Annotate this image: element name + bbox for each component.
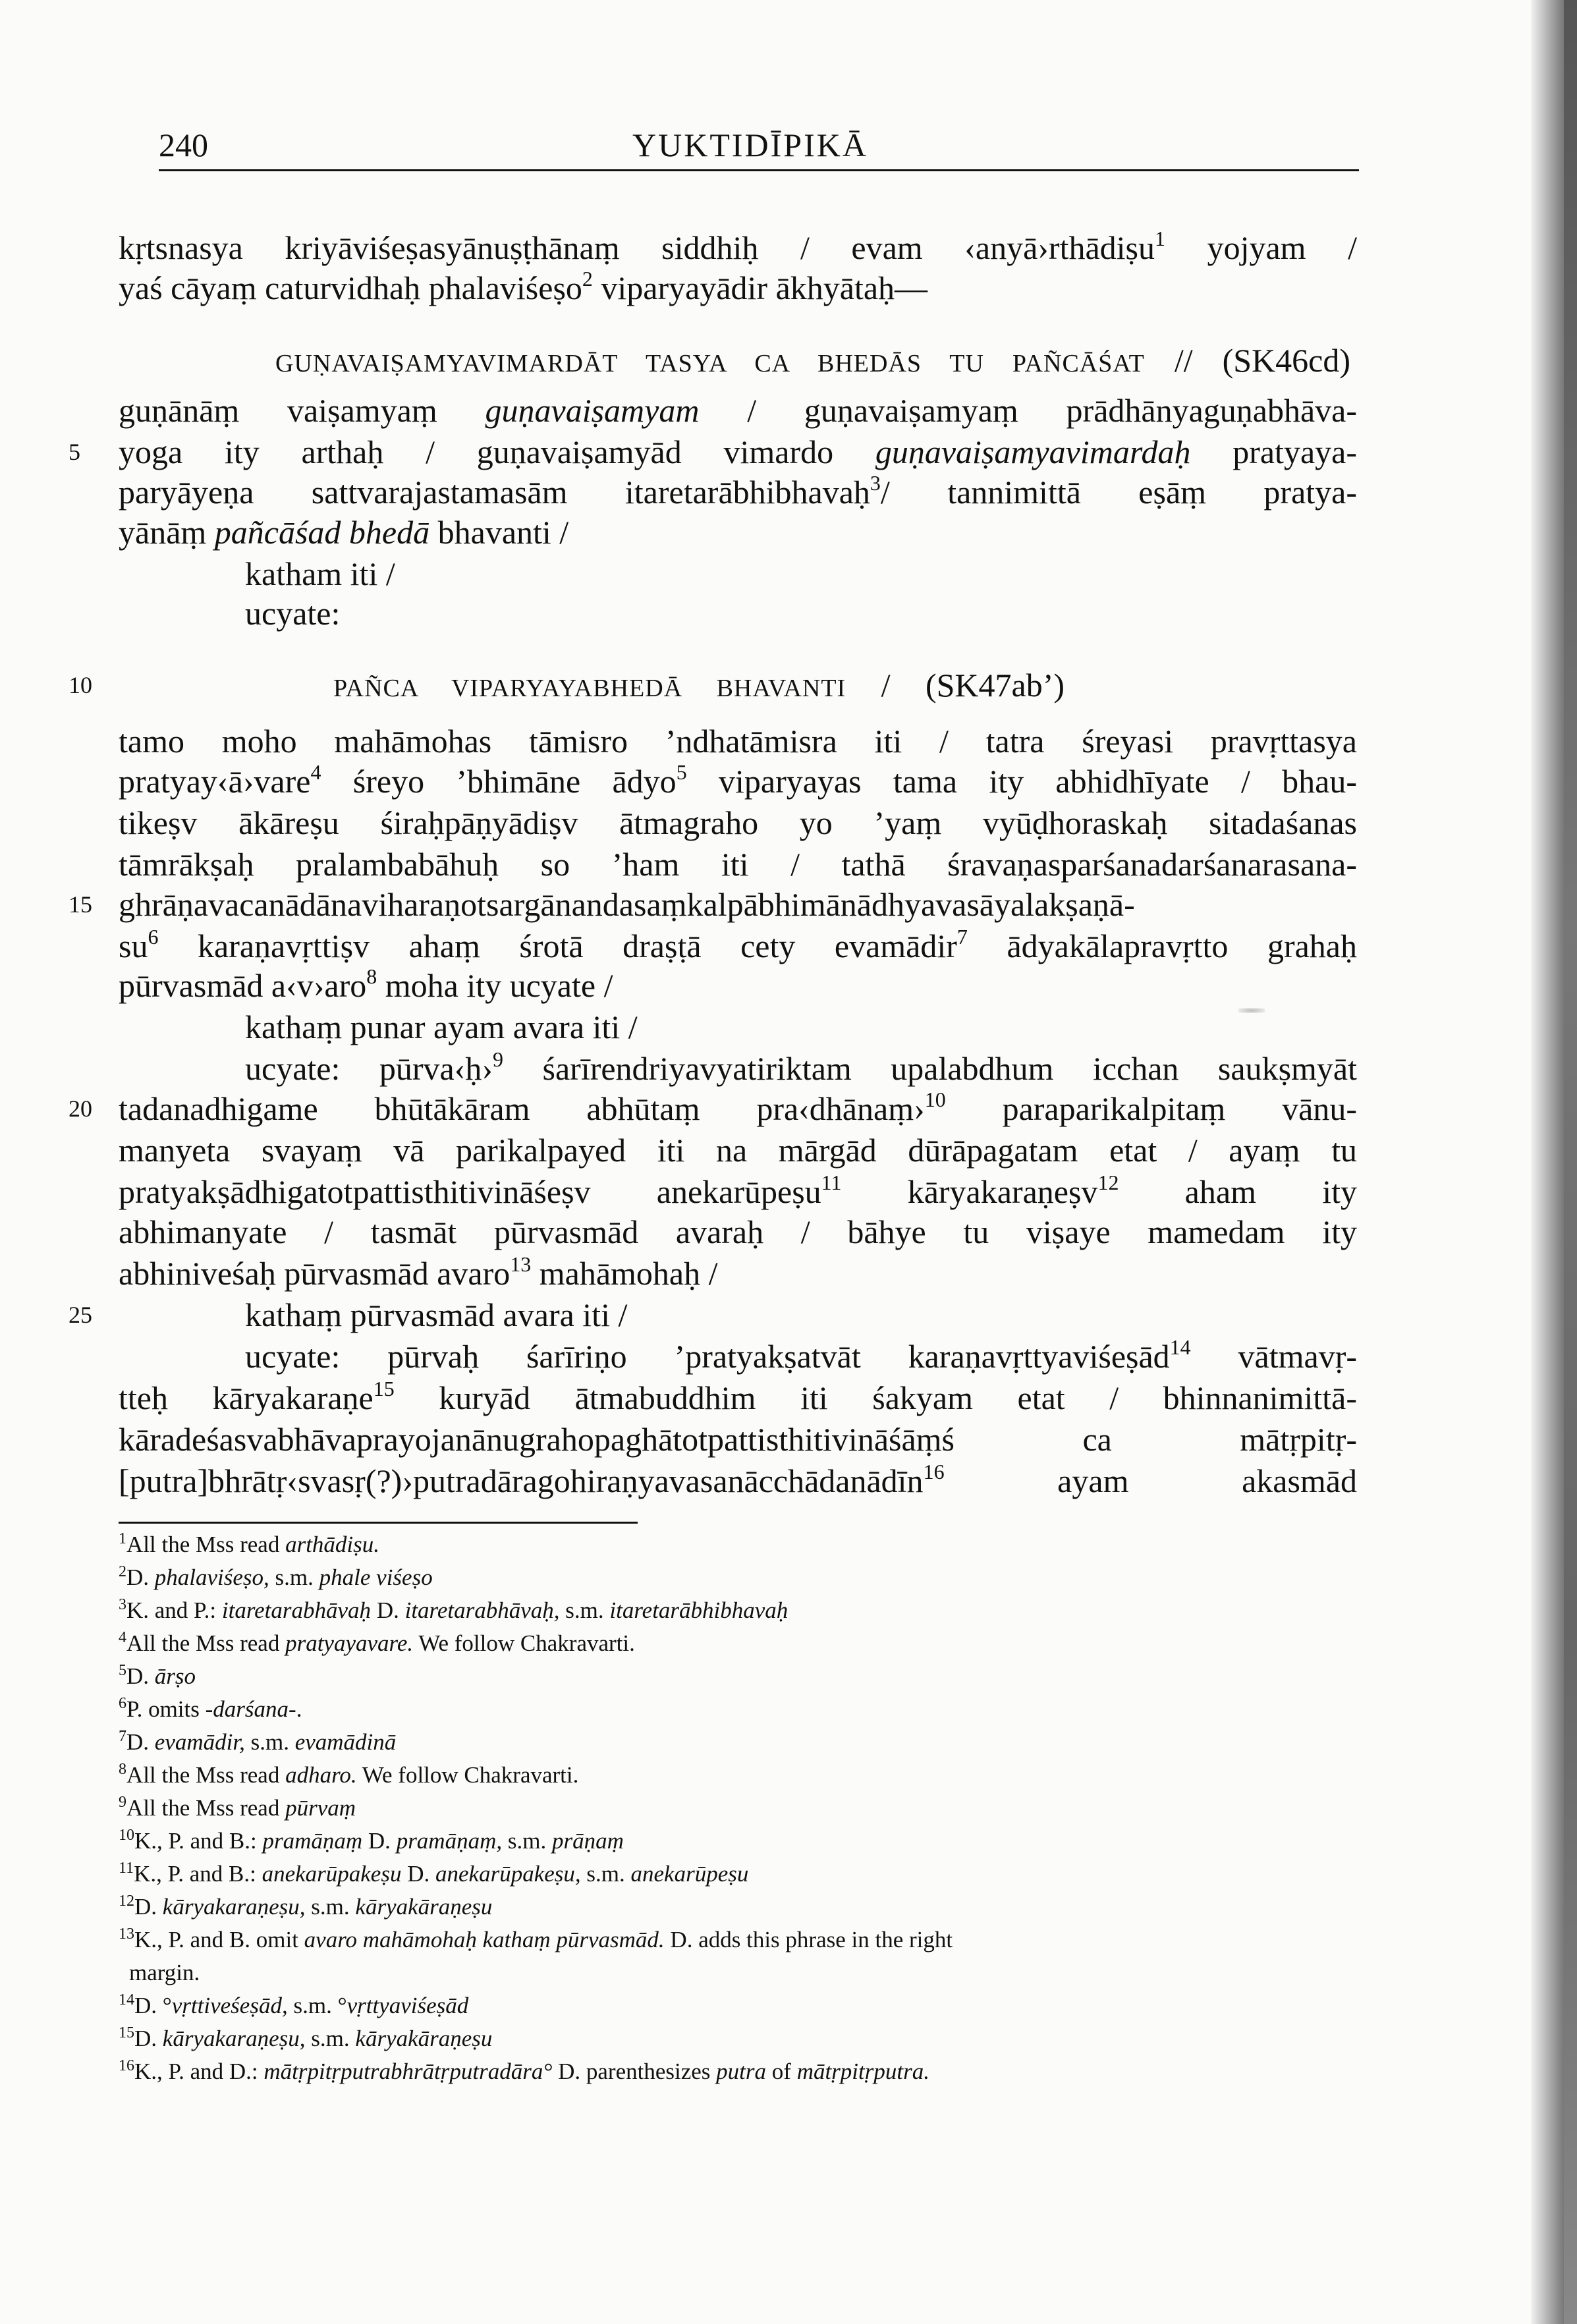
text-segment: s.m. (305, 2026, 356, 2051)
footnote (119, 1594, 1357, 1627)
footnote (119, 2055, 1357, 2088)
line-number: 5 (69, 439, 80, 465)
line-number: 25 (69, 1302, 92, 1328)
text-segment: ucyate: pūrvaḥ śarīriṇo ’pratyakṣatvāt karaṇavṛttyaviśeṣād (245, 1338, 1170, 1375)
text-segment: yānāṃ (119, 514, 215, 551)
body-line (119, 512, 1357, 553)
footnote (119, 1792, 1357, 1825)
line-number: 10 (69, 672, 92, 698)
text-segment: yojyam / (1165, 229, 1357, 266)
footnote-ref: 14 (1169, 1335, 1191, 1359)
footnote-ref: 11 (119, 1860, 134, 1877)
text-segment: P. omits (126, 1696, 206, 1722)
text-segment: // (SK46cd) (1144, 342, 1350, 379)
text-segment: of (766, 2059, 797, 2084)
text-segment: K. and P.: (126, 1597, 222, 1623)
text-segment: aham ity (1119, 1173, 1357, 1210)
italic-text: putra (716, 2059, 767, 2084)
text-segment: kāryakaraṇeṣv (841, 1173, 1098, 1210)
italic-text: phalaviśeṣo, (154, 1564, 269, 1590)
text-segment: tāmrākṣaḥ pralambabāhuḥ so ’ham iti / tathā śravaṇasparśanadarśanarasana- (119, 846, 1357, 883)
footnote (119, 1923, 1357, 1956)
footnote-rule (119, 1522, 638, 1524)
footnote-ref: 6 (119, 1695, 126, 1712)
italic-text: adharo. (285, 1762, 357, 1788)
text-segment: yoga ity arthaḥ / guṇavaiṣamyād vimardo (119, 433, 875, 470)
text-segment: manyeta svayaṃ vā parikalpayed iti na mārgād dūrāpagatam etat / ayaṃ tu (119, 1132, 1357, 1169)
footnote-ref: 15 (119, 2024, 134, 2041)
body-line (245, 553, 1357, 594)
italic-text: pratyayavare. (285, 1630, 414, 1656)
text-segment: kathaṃ pūrvasmād avara iti / (245, 1296, 628, 1333)
body-line (119, 1377, 1357, 1418)
body-line (245, 1007, 1357, 1047)
footnote (119, 2022, 1357, 2055)
text-segment: viparyayādir ākhyātaḥ— (592, 269, 928, 306)
text-segment: D. (401, 1861, 435, 1887)
italic-text: anekarūpakeṣu, (435, 1861, 581, 1887)
italic-text: kāryakaraṇeṣu, (162, 2026, 306, 2051)
footnote-continuation (129, 1956, 1368, 1989)
text-segment: D. (362, 1828, 397, 1854)
text-segment: s.m. (502, 1828, 552, 1854)
italic-text: itaretarabhāvaḥ (221, 1597, 372, 1623)
text-segment: abhimanyate / tasmāt pūrvasmād avaraḥ / bāhye tu viṣaye mamedam ity (119, 1213, 1357, 1250)
text-segment: We follow Chakravarti. (413, 1630, 635, 1656)
footnote-ref: 12 (119, 1893, 134, 1910)
body-line (119, 926, 1357, 966)
body-line (119, 431, 1357, 472)
footnote-ref: 7 (956, 925, 968, 949)
footnote (119, 1891, 1357, 1923)
footnote-ref: 12 (1097, 1171, 1119, 1194)
text-segment: bhavanti / (429, 514, 569, 551)
italic-text: kāryakāraṇeṣu (355, 2026, 493, 2051)
footnote (119, 1627, 1357, 1660)
body-line (119, 1460, 1357, 1501)
footnote-ref: 15 (373, 1377, 395, 1400)
text-segment: / (SK47ab’) (846, 667, 1065, 704)
italic-text: pūrvaṃ (285, 1795, 356, 1821)
text-segment: śreyo ’bhimāne ādyo (321, 763, 677, 800)
italic-text: vṛttiveśeṣād, (171, 1993, 288, 2018)
text-segment: tteḥ kāryakaraṇe (119, 1379, 374, 1416)
text-segment: mahāmohaḥ / (531, 1255, 718, 1292)
text-segment: kathaṃ punar ayam avara iti / (245, 1009, 638, 1045)
small-caps-text: GUṆAVAIṢAMYAVIMARDĀT TASYA CA BHEDĀS TU PAÑCĀŚAT (275, 350, 1145, 377)
verse-heading (333, 665, 1065, 706)
text-segment: kuryād ātmabuddhim iti śakyam etat / bhinnanimittā- (394, 1379, 1357, 1416)
body-line (119, 721, 1357, 761)
text-segment: tikeṣv ākāreṣu śiraḥpāṇyādiṣv ātmagraho yo ’yaṃ vyūḍhoraskaḥ sitadaśanas (119, 804, 1357, 841)
text-segment: śarīrendriyavyatiriktam upalabdhum icchan saukṣmyāt (503, 1050, 1357, 1087)
italic-text: guṇavaiṣamyavimardaḥ (875, 433, 1191, 470)
text-segment: viparyayas tama ity abhidhīyate / bhau- (686, 763, 1358, 800)
body-line (119, 844, 1357, 885)
text-segment: paraparikalpitaṃ vānu- (945, 1090, 1357, 1127)
italic-text: anekarūpeṣu (630, 1861, 749, 1887)
italic-text: itaretarābhibhavaḥ (609, 1597, 788, 1623)
text-segment: We follow Chakravarti. (356, 1762, 579, 1788)
italic-text: guṇavaiṣamyam (485, 392, 700, 429)
italic-text: pañcāśad bhedā (214, 514, 430, 551)
verse-heading (275, 340, 1350, 381)
footnote-ref: 9 (119, 1794, 126, 1811)
text-segment: guṇānāṃ vaiṣamyaṃ (119, 392, 485, 429)
text-segment: ucyate: (245, 595, 341, 632)
italic-text: avaro mahāmohaḥ kathaṃ pūrvasmād. (304, 1927, 665, 1952)
text-segment: paryāyeṇa sattvarajastamasām itaretarābhibhavaḥ (119, 474, 870, 511)
body-line (119, 1419, 1357, 1460)
footnote-ref: 10 (924, 1088, 946, 1111)
text-segment: s.m. (305, 1894, 356, 1920)
text-segment: kāradeśasvabhāvaprayojanānugrahopaghātotpattisthitivināśāṃś ca mātṛpitṛ- (119, 1421, 1357, 1458)
small-caps-text: PAÑCA VIPARYAYABHEDĀ BHAVANTI (333, 675, 846, 702)
footnote-ref: 4 (310, 760, 321, 784)
text-segment: K., P. and B.: (134, 1861, 262, 1887)
footnote-ref: 3 (119, 1596, 126, 1613)
text-segment: K., P. and B. omit (134, 1927, 304, 1952)
footnote-ref: 3 (870, 471, 881, 495)
text-segment: D. parenthesizes (552, 2059, 717, 2084)
footnote (119, 1693, 1357, 1726)
footnote-ref: 5 (676, 760, 687, 784)
italic-text: itaretarabhāvaḥ, (404, 1597, 560, 1623)
text-segment: s.m. (559, 1597, 610, 1623)
footnote-ref: 1 (1155, 227, 1166, 250)
body-line (119, 965, 1357, 1006)
footnote-ref: 4 (119, 1629, 126, 1646)
italic-text: evamādinā (294, 1729, 397, 1755)
text-segment: D. (126, 1729, 155, 1755)
footnote-ref: 1 (119, 1530, 126, 1547)
text-segment: ādyakālapravṛtto grahaḥ (967, 927, 1357, 964)
italic-text: phale viśeṣo (319, 1564, 433, 1590)
text-segment: kṛtsnasya kriyāviśeṣasyānuṣṭhānaṃ siddhiḥ / evam ‹anyā›rthādiṣu (119, 229, 1155, 266)
body-line (119, 802, 1357, 843)
body-line (119, 884, 1357, 925)
line-number: 20 (69, 1095, 92, 1122)
text-segment: vātmavṛ- (1190, 1338, 1358, 1375)
footnote-ref: 7 (119, 1728, 126, 1745)
footnote (119, 1660, 1357, 1693)
footnote-ref: 11 (821, 1171, 842, 1194)
body-line (119, 1088, 1357, 1129)
footnote-ref: 8 (366, 964, 377, 988)
italic-text: -darśana- (205, 1696, 296, 1722)
footnote-ref: 6 (148, 925, 159, 949)
footnote-ref: 2 (582, 267, 593, 290)
body-line (119, 1130, 1357, 1171)
footnote-ref: 10 (119, 1827, 134, 1844)
italic-text: pramāṇaṃ, (396, 1828, 503, 1854)
body-line (119, 1253, 1357, 1294)
body-line (119, 267, 1357, 308)
footnote-ref: 8 (119, 1761, 126, 1778)
footnote (119, 1528, 1357, 1561)
text-segment: D. (126, 1564, 155, 1590)
text-segment: All the Mss read (126, 1795, 286, 1821)
text-segment: karaṇavṛttiṣv ahaṃ śrotā draṣṭā cety evamādir (158, 927, 957, 964)
text-segment: ucyate: pūrva‹ḥ› (245, 1050, 493, 1087)
text-segment: s.m. ° (287, 1993, 347, 2018)
body-line (245, 1048, 1357, 1089)
footnote-ref: 13 (510, 1252, 532, 1276)
italic-text: ārṣo (154, 1663, 196, 1689)
text-segment: katham iti / (245, 555, 395, 592)
body-line (119, 761, 1357, 802)
footnote (119, 1561, 1357, 1594)
body-line (245, 1336, 1357, 1377)
text-segment: abhiniveśaḥ pūrvasmād avaro (119, 1255, 511, 1292)
footnote (119, 1825, 1357, 1858)
text-segment: D. (371, 1597, 405, 1623)
text-segment: K., P. and B.: (134, 1828, 263, 1854)
text-segment: All the Mss read (126, 1532, 286, 1557)
text-segment: pratyakṣādhigatotpattisthitivināśeṣv anekarūpeṣu (119, 1173, 821, 1210)
text-segment: moha ity ucyate / (377, 967, 613, 1004)
footnote-ref: 13 (119, 1925, 134, 1943)
text-segment: / guṇavaiṣamyaṃ prādhānyaguṇabhāva- (699, 392, 1357, 429)
footnote (119, 1989, 1357, 2022)
italic-text: anekarūpakeṣu (262, 1861, 402, 1887)
text-segment: pūrvasmād a‹v›aro (119, 967, 367, 1004)
text-segment: D. (134, 2026, 163, 2051)
text-segment: yaś cāyaṃ caturvidhaḥ phalaviśeṣo (119, 269, 582, 306)
text-segment: pratyay‹ā›vare (119, 763, 311, 800)
italic-text: kāryakaraṇeṣu, (162, 1894, 306, 1920)
text-segment: . (296, 1696, 302, 1722)
footnote (119, 1858, 1357, 1891)
body-line (245, 1294, 1357, 1335)
text-segment: s.m. (580, 1861, 631, 1887)
footnote-ref: 16 (923, 1460, 945, 1483)
footnote-ref: 14 (119, 1991, 134, 2008)
italic-text: arthādiṣu. (285, 1532, 380, 1557)
running-title: YUKTIDĪPIKĀ (632, 126, 868, 163)
text-segment: / tannimittā eṣāṃ pratya- (880, 474, 1357, 511)
footnote-ref: 5 (119, 1662, 126, 1679)
text-segment: s.m. (269, 1564, 319, 1590)
body-line (119, 1211, 1357, 1252)
body-line (119, 1171, 1357, 1212)
text-segment: su (119, 927, 148, 964)
text-segment: D. adds this phrase in the right (664, 1927, 953, 1952)
book-binding-edge (1564, 0, 1577, 2324)
text-segment: ayam akasmād (944, 1462, 1357, 1499)
body-line (245, 593, 1357, 634)
header-rule (159, 169, 1359, 171)
text-segment: D. (126, 1663, 155, 1689)
body-line (119, 227, 1357, 268)
text-segment: s.m. (244, 1729, 295, 1755)
text-segment: All the Mss read (126, 1762, 286, 1788)
italic-text: kāryakāraṇeṣu (355, 1894, 493, 1920)
line-number: 15 (69, 891, 92, 918)
italic-text: evamādir, (154, 1729, 245, 1755)
text-segment: margin. (129, 1960, 200, 1985)
text-segment: pratyaya- (1190, 433, 1357, 470)
footnote-ref: 2 (119, 1563, 126, 1580)
text-segment: tamo moho mahāmohas tāmisro ’ndhatāmisra iti / tatra śreyasi pravṛttasya (119, 723, 1357, 760)
text-segment: [putra]bhrātṛ‹svasṛ(?)›putradāragohiraṇyavasanācchādanādīn (119, 1462, 924, 1499)
italic-text: pramāṇaṃ (262, 1828, 363, 1854)
text-segment: K., P. and D.: (134, 2059, 264, 2084)
italic-text: mātṛpitṛputrabhrātṛputradāra° (263, 2059, 553, 2084)
text-segment: tadanadhigame bhūtākāram abhūtaṃ pra‹dhānaṃ› (119, 1090, 925, 1127)
footnote (119, 1726, 1357, 1759)
text-segment: All the Mss read (126, 1630, 286, 1656)
footnote-ref: 9 (493, 1047, 504, 1071)
footnote-ref: 16 (119, 2057, 134, 2074)
text-segment: ghrāṇavacanādānaviharaṇotsargānandasaṃkalpābhimānādhyavasāyalakṣaṇā- (119, 886, 1135, 923)
footnote (119, 1759, 1357, 1792)
italic-text: prāṇaṃ (551, 1828, 624, 1854)
text-segment: D. (134, 1894, 163, 1920)
italic-text: vṛttyaviśeṣād (346, 1993, 469, 2018)
page-number: 240 (159, 126, 208, 163)
body-line (119, 472, 1357, 512)
body-line (119, 390, 1357, 431)
italic-text: mātṛpitṛputra. (796, 2059, 929, 2084)
text-segment: D. ° (134, 1993, 172, 2018)
